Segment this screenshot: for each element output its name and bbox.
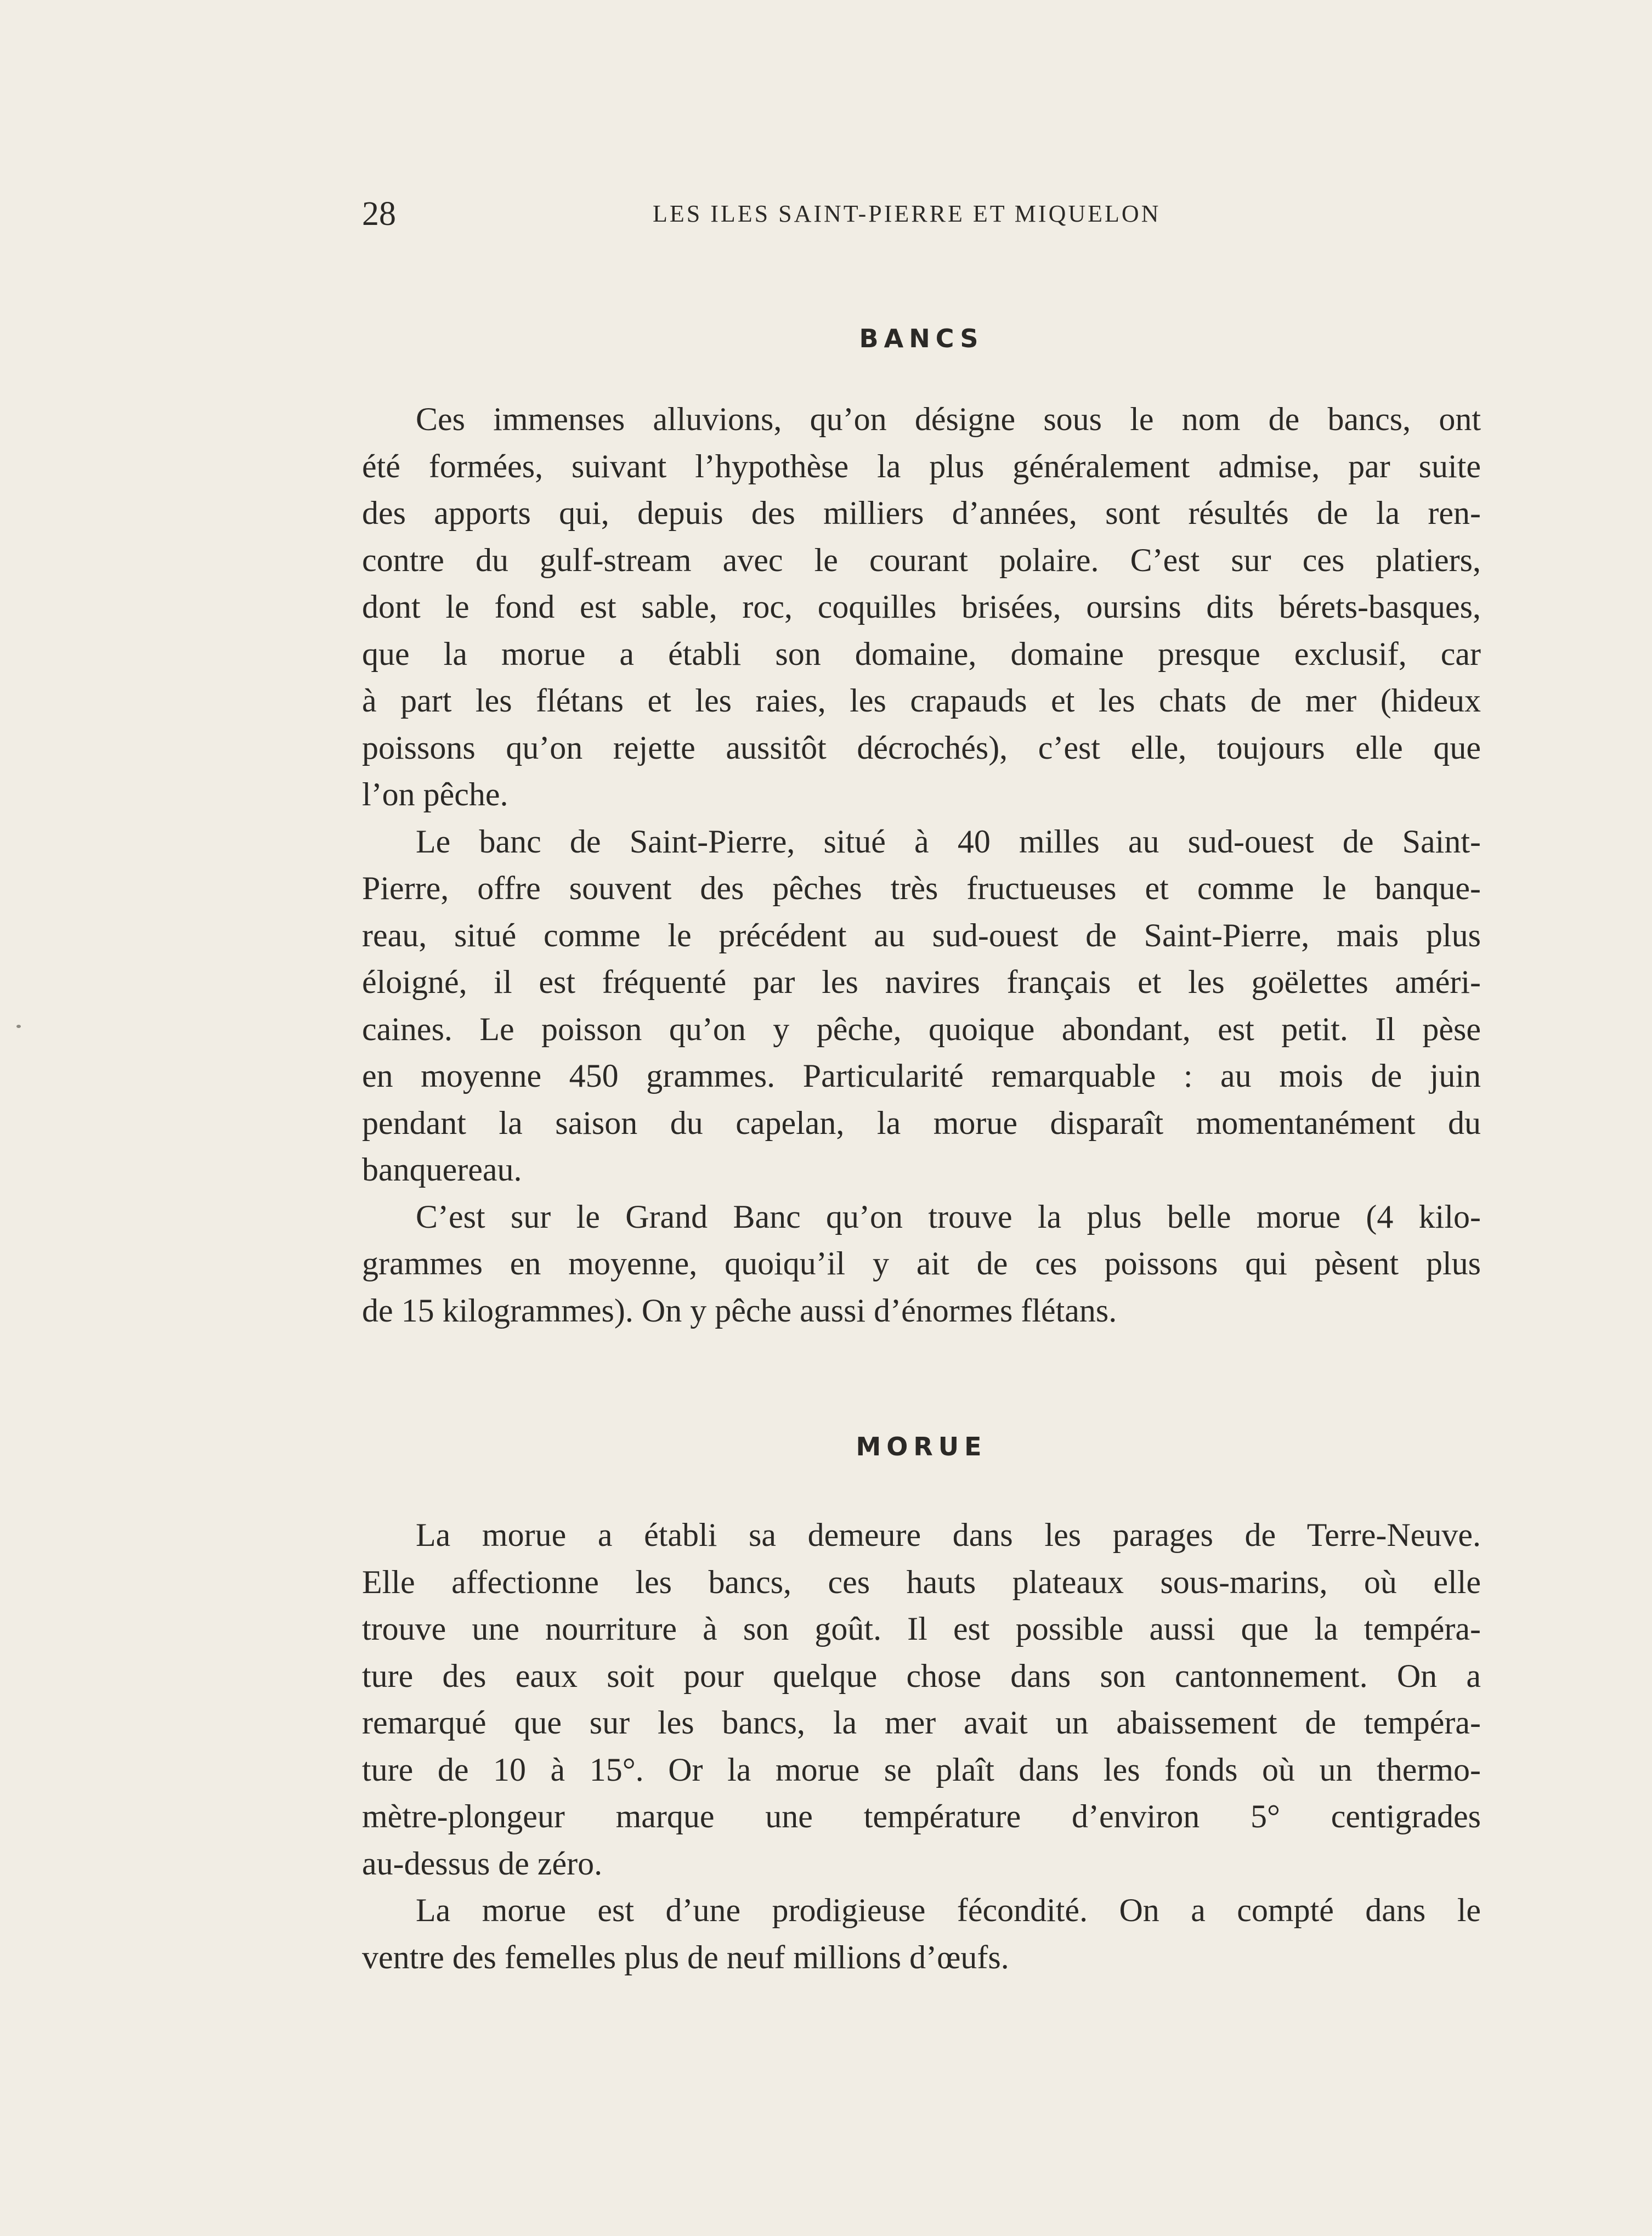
text-line: reau, situé comme le précédent au sud-ouest de Saint-Pierre, mais plus (362, 917, 1481, 953)
text-line: ventre des femelles plus de neuf millions d’œufs. (362, 1939, 1009, 1975)
text-line: à part les flétans et les raies, les crapauds et les chats de mer (hideux (362, 682, 1481, 719)
text-line: de 15 kilogrammes). On y pêche aussi d’énormes flétans. (362, 1292, 1117, 1329)
text-line: au-dessus de zéro. (362, 1845, 603, 1882)
text-line: Elle affectionne les bancs, ces hauts plateaux sous-marins, où elle (362, 1563, 1481, 1600)
text-line: remarqué que sur les bancs, la mer avait un abaissement de tempéra- (362, 1704, 1481, 1741)
text-line: trouve une nourriture à son goût. Il est possible aussi que la tempéra- (362, 1611, 1481, 1647)
text-line: Le banc de Saint-Pierre, situé à 40 milles au sud-ouest de Saint- (416, 823, 1481, 860)
text-line: ture des eaux soit pour quelque chose dans son cantonnement. On a (362, 1657, 1481, 1694)
section-body-bancs (362, 396, 1481, 1334)
text-line: l’on pêche. (362, 776, 508, 812)
text-line: en moyenne 450 grammes. Particularité remarquable : au mois de juin (362, 1058, 1481, 1094)
section-heading-bancs: BANCS (859, 324, 984, 353)
text-line: La morue est d’une prodigieuse fécondité. On a compté dans le (416, 1892, 1481, 1928)
text-line: banquereau. (362, 1151, 522, 1188)
text-line: été formées, suivant l’hypothèse la plus généralement admise, par suite (362, 448, 1481, 484)
text-line: que la morue a établi son domaine, domaine presque exclusif, car (362, 635, 1481, 672)
text-line: C’est sur le Grand Banc qu’on trouve la plus belle morue (4 kilo- (416, 1198, 1481, 1235)
text-line: ture de 10 à 15°. Or la morue se plaît dans les fonds où un thermo- (362, 1751, 1481, 1788)
paper-speck (16, 1025, 21, 1028)
text-line: poissons qu’on rejette aussitôt décrochés), c’est elle, toujours elle que (362, 729, 1481, 766)
text-line: Pierre, offre souvent des pêches très fructueuses et comme le banque- (362, 870, 1481, 906)
section-body-morue (362, 1512, 1481, 1981)
text-line: mètre-plongeur marque une température d’environ 5° centigrades (362, 1798, 1481, 1834)
running-head (362, 192, 1481, 236)
text-line: des apports qui, depuis des milliers d’années, sont résultés de la ren- (362, 495, 1481, 531)
text-line: éloigné, il est fréquenté par les navires français et les goëlettes améri- (362, 964, 1481, 1000)
text-line: dont le fond est sable, roc, coquilles brisées, oursins dits bérets-basques, (362, 589, 1481, 625)
text-line: pendant la saison du capelan, la morue disparaît momentanément du (362, 1104, 1481, 1141)
running-title: LES ILES SAINT-PIERRE ET MIQUELON (653, 200, 1161, 227)
text-line: caines. Le poisson qu’on y pêche, quoique abondant, est petit. Il pèse (362, 1010, 1481, 1047)
page-number: 28 (362, 195, 396, 233)
text-line: contre du gulf-stream avec le courant polaire. C’est sur ces platiers, (362, 541, 1481, 578)
section-heading-morue: MORUE (856, 1432, 987, 1461)
text-line: grammes en moyenne, quoiqu’il y ait de ces poissons qui pèsent plus (362, 1245, 1481, 1281)
text-line: La morue a établi sa demeure dans les parages de Terre-Neuve. (416, 1517, 1481, 1553)
text-line: Ces immenses alluvions, qu’on désigne sous le nom de bancs, ont (416, 401, 1481, 437)
